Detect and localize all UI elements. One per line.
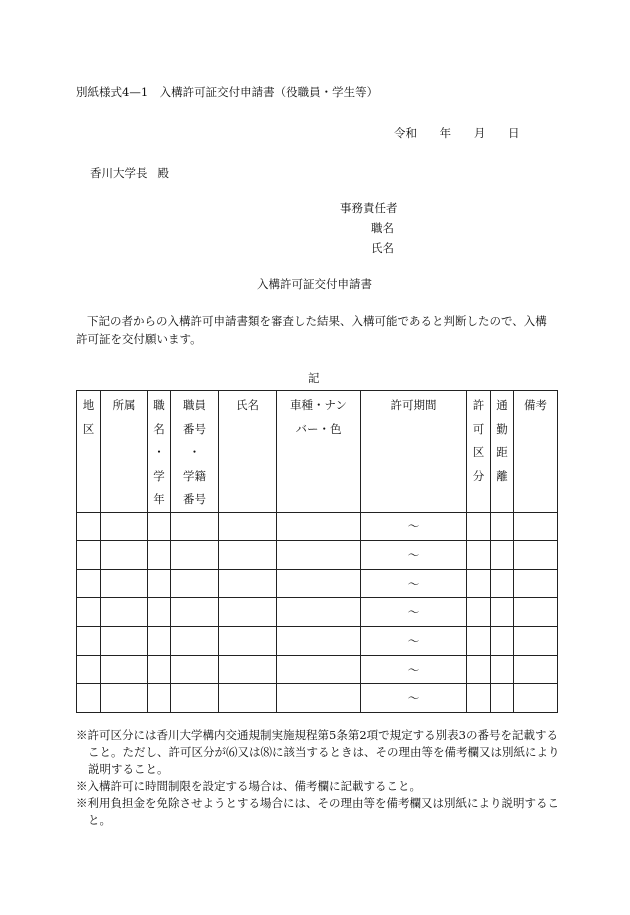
- header-name: 氏名: [219, 391, 277, 513]
- addressee: [90, 165, 169, 181]
- cell-position-grade[interactable]: [148, 598, 171, 627]
- table-row: [77, 655, 558, 684]
- cell-permit-period[interactable]: ～: [361, 569, 467, 598]
- cell-commute-distance[interactable]: [491, 684, 514, 713]
- cell-remarks[interactable]: [514, 627, 558, 656]
- cell-commute-distance[interactable]: [491, 655, 514, 684]
- notes: [76, 727, 566, 829]
- cell-commute-distance[interactable]: [491, 569, 514, 598]
- cell-permit-category[interactable]: [467, 598, 491, 627]
- table-row: [77, 569, 558, 598]
- cell-affiliation[interactable]: [101, 569, 148, 598]
- cell-permit-period[interactable]: ～: [361, 684, 467, 713]
- cell-permit-category[interactable]: [467, 684, 491, 713]
- cell-vehicle-info[interactable]: [277, 569, 361, 598]
- cell-commute-distance[interactable]: [491, 512, 514, 541]
- cell-remarks[interactable]: [514, 541, 558, 570]
- header-permit-category: 許 可 区 分: [467, 391, 491, 513]
- header-permit-period: 許可期間: [361, 391, 467, 513]
- header-staff-student-number: 職員 番号 ・ 学籍 番号: [171, 391, 219, 513]
- date-era: 令和: [394, 126, 417, 140]
- cell-name[interactable]: [219, 655, 277, 684]
- cell-name[interactable]: [219, 598, 277, 627]
- responsible-name-label: 氏名: [371, 241, 394, 255]
- cell-district[interactable]: [77, 655, 101, 684]
- cell-name[interactable]: [219, 684, 277, 713]
- cell-affiliation[interactable]: [101, 655, 148, 684]
- cell-permit-period[interactable]: ～: [361, 598, 467, 627]
- cell-staff-student-number[interactable]: [171, 598, 219, 627]
- cell-permit-category[interactable]: [467, 627, 491, 656]
- cell-name[interactable]: [219, 627, 277, 656]
- addressee-honorific: 殿: [157, 166, 169, 180]
- cell-position-grade[interactable]: [148, 684, 171, 713]
- cell-staff-student-number[interactable]: [171, 569, 219, 598]
- cell-district[interactable]: [77, 598, 101, 627]
- cell-remarks[interactable]: [514, 598, 558, 627]
- cell-permit-category[interactable]: [467, 512, 491, 541]
- cell-position-grade[interactable]: [148, 541, 171, 570]
- cell-district[interactable]: [77, 684, 101, 713]
- date-day: 日: [507, 126, 520, 140]
- cell-staff-student-number[interactable]: [171, 655, 219, 684]
- cell-name[interactable]: [219, 512, 277, 541]
- body-paragraph: 下記の者からの入構許可申請書類を審査した結果、入構可能であると判断したので、入構許可証を交付願います。: [76, 314, 547, 346]
- header-remarks: 備考: [514, 391, 558, 513]
- cell-name[interactable]: [219, 569, 277, 598]
- cell-permit-category[interactable]: [467, 655, 491, 684]
- cell-vehicle-info[interactable]: [277, 541, 361, 570]
- cell-vehicle-info[interactable]: [277, 512, 361, 541]
- table-row: [77, 684, 558, 713]
- cell-staff-student-number[interactable]: [171, 541, 219, 570]
- cell-affiliation[interactable]: [101, 598, 148, 627]
- cell-vehicle-info[interactable]: [277, 655, 361, 684]
- header-commute-distance: 通 勤 距 離: [491, 391, 514, 513]
- note-time-limit: ※入構許可に時間制限を設定する場合は、備考欄に記載すること。: [76, 779, 421, 793]
- cell-vehicle-info[interactable]: [277, 598, 361, 627]
- cell-affiliation[interactable]: [101, 541, 148, 570]
- table-row: [77, 598, 558, 627]
- table-header-row: [77, 391, 558, 513]
- header-district: 地 区: [77, 391, 101, 513]
- table-row: [77, 512, 558, 541]
- table-row: [77, 627, 558, 656]
- cell-district[interactable]: [77, 627, 101, 656]
- note-permit-category: ※許可区分には香川大学構内交通規制実施規程第5条第2項で規定する別表3の番号を記載すること。ただし、許可区分が⑹又は⑻に該当するときは、その理由等を備考欄又は別紙により説明すること。: [76, 728, 560, 776]
- cell-remarks[interactable]: [514, 569, 558, 598]
- cell-staff-student-number[interactable]: [171, 627, 219, 656]
- cell-permit-period[interactable]: ～: [361, 512, 467, 541]
- cell-commute-distance[interactable]: [491, 627, 514, 656]
- header-affiliation: 所属: [101, 391, 148, 513]
- cell-commute-distance[interactable]: [491, 541, 514, 570]
- date-line: [394, 125, 538, 141]
- cell-district[interactable]: [77, 569, 101, 598]
- cell-position-grade[interactable]: [148, 512, 171, 541]
- responsible-position-label: 職名: [371, 221, 394, 235]
- cell-permit-period[interactable]: ～: [361, 541, 467, 570]
- cell-vehicle-info[interactable]: [277, 627, 361, 656]
- cell-affiliation[interactable]: [101, 627, 148, 656]
- cell-remarks[interactable]: [514, 655, 558, 684]
- cell-district[interactable]: [77, 541, 101, 570]
- header-vehicle-info: 車種・ナン バー・色: [277, 391, 361, 513]
- ki-heading: 記: [308, 371, 320, 385]
- table-row: [77, 541, 558, 570]
- cell-position-grade[interactable]: [148, 627, 171, 656]
- cell-permit-period[interactable]: ～: [361, 655, 467, 684]
- document-title: 入構許可証交付申請書: [257, 277, 372, 291]
- date-month: 月: [473, 126, 486, 140]
- responsible-title: 事務責任者: [340, 201, 398, 215]
- cell-position-grade[interactable]: [148, 655, 171, 684]
- cell-affiliation[interactable]: [101, 512, 148, 541]
- header-position-grade: 職 名 ・ 学 年: [148, 391, 171, 513]
- cell-permit-category[interactable]: [467, 569, 491, 598]
- cell-staff-student-number[interactable]: [171, 684, 219, 713]
- note-fee-exemption: ※利用負担金を免除させようとする場合には、その理由等を備考欄又は別紙により説明すること。: [76, 796, 559, 827]
- cell-staff-student-number[interactable]: [171, 512, 219, 541]
- date-year: 年: [439, 126, 452, 140]
- cell-remarks[interactable]: [514, 512, 558, 541]
- cell-commute-distance[interactable]: [491, 598, 514, 627]
- cell-remarks[interactable]: [514, 684, 558, 713]
- cell-affiliation[interactable]: [101, 684, 148, 713]
- cell-vehicle-info[interactable]: [277, 684, 361, 713]
- cell-permit-category[interactable]: [467, 541, 491, 570]
- addressee-name: 香川大学長: [90, 166, 148, 180]
- application-table: [76, 390, 558, 713]
- cell-permit-period[interactable]: ～: [361, 627, 467, 656]
- cell-name[interactable]: [219, 541, 277, 570]
- cell-district[interactable]: [77, 512, 101, 541]
- form-identifier: 別紙様式4—1 入構許可証交付申請書（役職員・学生等）: [76, 85, 379, 99]
- cell-position-grade[interactable]: [148, 569, 171, 598]
